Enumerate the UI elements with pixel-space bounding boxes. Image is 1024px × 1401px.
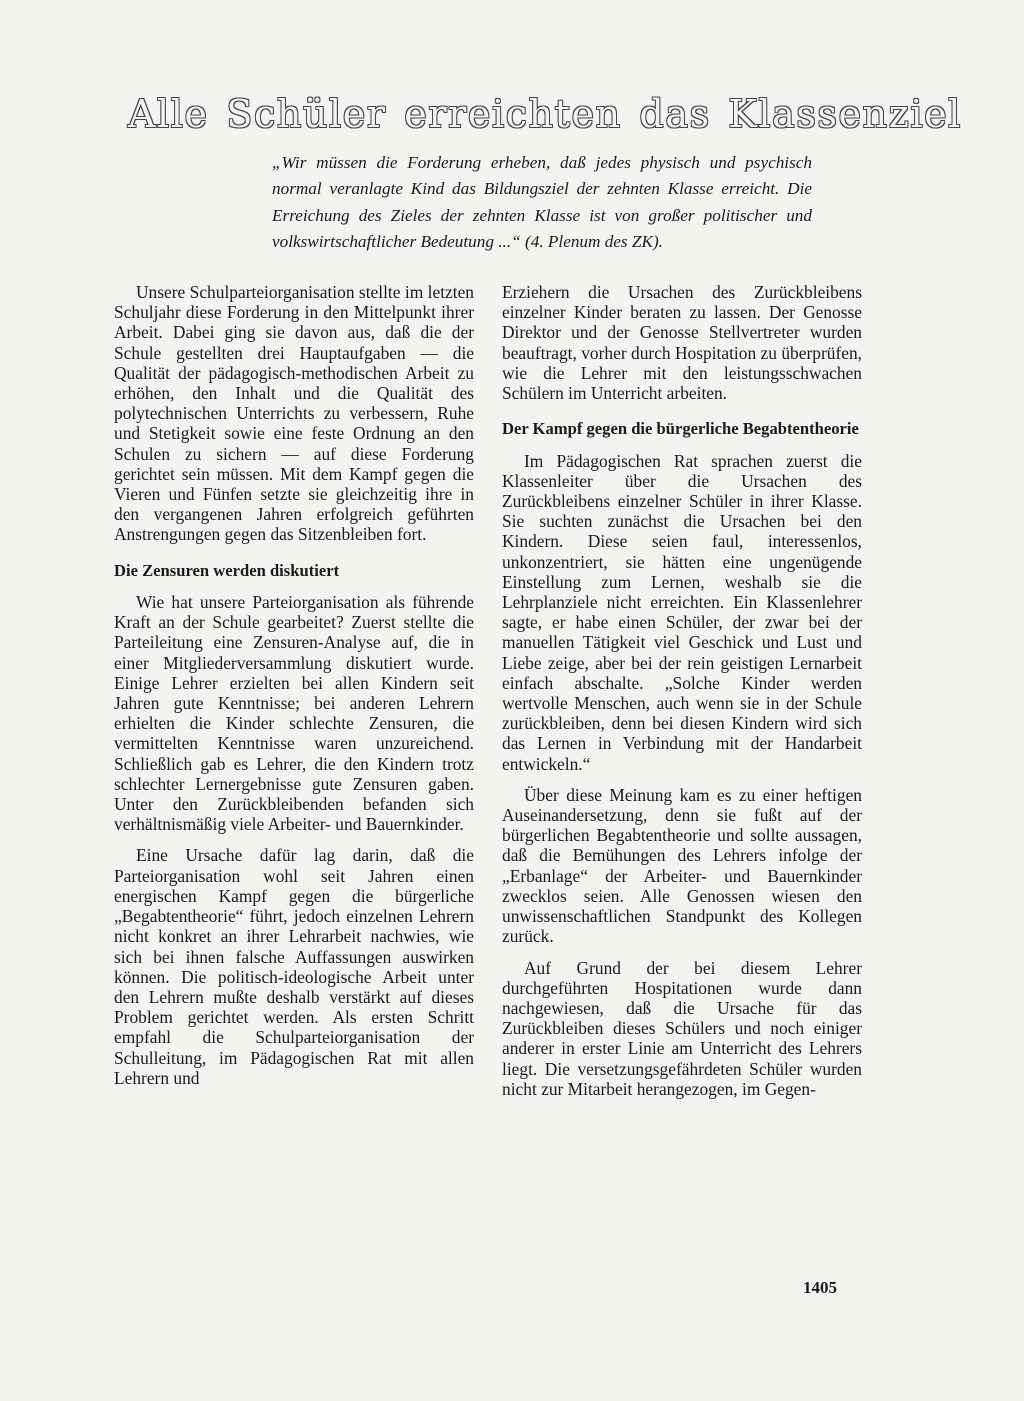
- paragraph: Im Pädagogischen Rat sprachen zuerst die Klassenleiter über die Ursachen des Zurückbleibens einzelner Schüler in ihrer Klasse. Sie suchten zunächst die Ursachen bei den Kindern. Diese seien faul, interessenlos, unkonzentriert, sie hätten eine ungenügende Einstellung zum Lernen, weshalb sie die Lehrplanziele nicht erreichten. Ein Klassenlehrer sagte, er habe einen Schüler, der zwar bei der manuellen Tätigkeit viel Geschick und Lust und Liebe zeige, aber bei der rein geistigen Lernarbeit einfach abschalte. „Solche Kinder werden wertvolle Menschen, auch wenn sie in der Schule zurückbleiben, denn bei diesen Kindern wird sich das Lernen in Verbindung mit der Handarbeit entwickeln.“: [502, 450, 862, 774]
- epigraph-quote: „Wir müssen die Forderung erheben, daß jedes physisch und psychisch normal veranlagte Kind das Bildungsziel der zehnten Klasse erreicht. Die Erreichung des Zieles der zehnten Klasse ist von großer politischer und volkswirtschaftlicher Bedeutung ...“ (4. Plenum des ZK).: [272, 153, 812, 251]
- left-column: [114, 282, 474, 1099]
- paragraph: Über diese Meinung kam es zu einer heftigen Auseinandersetzung, denn sie fußt auf der bürgerlichen Begabtentheorie und sollte aussagen, daß die Bemühungen des Lehrers infolge der „Erbanlage“ der Arbeiter- und Bauernkinder zwecklos seien. Alle Genossen wiesen den unwissenschaftlichen Standpunkt des Kollegen zurück.: [502, 784, 862, 947]
- paragraph: Unsere Schulparteiorganisation stellte im letzten Schuljahr diese Forderung in den Mittelpunkt ihrer Arbeit. Dabei ging sie davon aus, daß die der Schule gestellten drei Hauptaufgaben — die Qualität der pädagogisch-methodischen Arbeit zu erhöhen, den Inhalt und die Qualität des polytechnischen Unterrichts zu verbessern, Ruhe und Stetigkeit sowie eine feste Ordnung an den Schulen zu sichern — auf diese Forderung gerichtet sein müssen. Mit dem Kampf gegen die Vieren und Fünfen setzte sie gleichzeitig ihre in den vergangenen Jahren erfolgreich geführten Anstrengungen gegen das Sitzenbleiben fort.: [114, 282, 474, 545]
- paragraph: Wie hat unsere Parteiorganisation als führende Kraft an der Schule gearbeitet? Zuerst stellte die Parteileitung eine Zensuren-Analyse auf, die in einer Mitgliederversammlung diskutiert wurde. Einige Lehrer erzielten bei allen Kindern seit Jahren gute Kenntnisse; bei anderen Lehrern erhielten die Kinder schlechte Zensuren, die vermittelten Kenntnisse waren unzureichend. Schließlich gab es Lehrer, die den Kindern trotz schlechter Lernergebnisse gute Zensuren gaben. Unter den Zurückbleibenden befanden sich verhältnismäßig viele Arbeiter- und Bauernkinder.: [114, 592, 474, 835]
- paragraph: Eine Ursache dafür lag darin, daß die Parteiorganisation wohl seit Jahren einen energischen Kampf gegen die bürgerliche „Begabtentheorie“ führt, jedoch einzelnen Lehrern nicht konkret an ihrer Lehrarbeit nachwies, wie sich bei ihnen falsche Auffassungen auswirken können. Die politisch-ideologische Arbeit unter den Lehrern mußte deshalb verstärkt auf dieses Problem gerichtet werden. Als ersten Schritt empfahl die Schulparteiorganisation der Schulleitung, im Pädagogischen Rat mit allen Lehrern und: [114, 845, 474, 1088]
- paragraph: Auf Grund der bei diesem Lehrer durchgeführten Hospitationen wurde dann nachgewiesen, daß die Ursache für das Zurückbleiben dieses Schülers und noch einiger anderer in erster Linie am Unterricht des Lehrers liegt. Die versetzungsgefährdeten Schüler wurden nicht zur Mitarbeit herangezogen, im Gegen-: [502, 957, 862, 1099]
- section-heading: Die Zensuren werden diskutiert: [114, 560, 340, 580]
- paragraph-continuation: Erziehern die Ursachen des Zurückbleibens einzelner Kinder beraten zu lassen. Der Genosse Direktor und der Genosse Stellvertreter wurden beauftragt, vorher durch Hospitation zu überprüfen, wie die Lehrer mit den leistungsschwachen Schülern im Unterricht arbeiten.: [502, 282, 862, 404]
- page-number: 1405: [803, 1278, 837, 1297]
- section-heading: Der Kampf gegen die bürgerliche Begabtentheorie: [502, 419, 859, 439]
- right-column: [502, 282, 862, 1110]
- article-title: Alle Schüler erreichten das Klassenziel: [128, 92, 962, 136]
